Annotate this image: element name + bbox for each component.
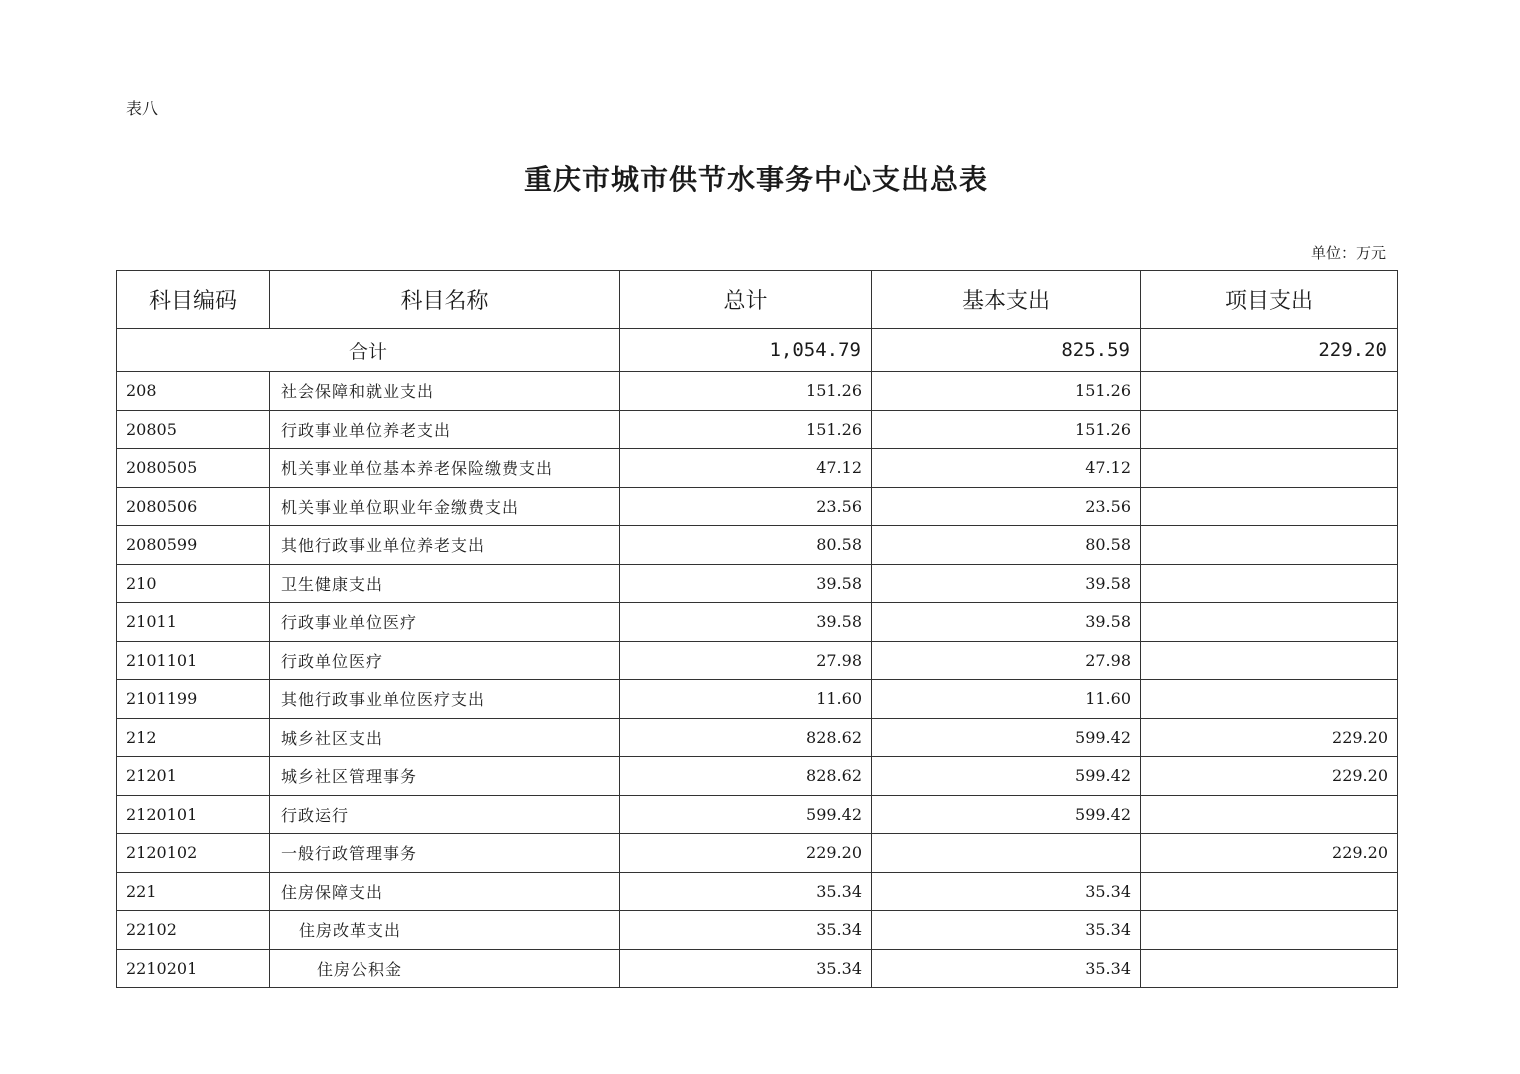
project-cell [1141,487,1398,526]
total-cell: 23.56 [620,487,872,526]
expense-summary-table [116,270,1398,988]
total-cell: 47.12 [620,449,872,488]
basic-cell: 39.58 [872,564,1141,603]
basic-cell: 599.42 [872,795,1141,834]
table-row [117,449,1398,488]
code-cell: 2080506 [117,487,270,526]
total-basic-cell: 825.59 [872,329,1141,372]
total-cell: 35.34 [620,949,872,988]
code-cell: 2080599 [117,526,270,565]
project-cell [1141,449,1398,488]
project-cell [1141,949,1398,988]
code-cell: 20805 [117,410,270,449]
name-cell: 住房保障支出 [270,872,620,911]
total-cell: 151.26 [620,372,872,411]
total-sum-cell: 1,054.79 [620,329,872,372]
code-cell: 21201 [117,757,270,796]
table-row [117,872,1398,911]
column-header-basic: 基本支出 [872,271,1141,329]
total-label: 合计 [117,329,620,372]
project-cell [1141,872,1398,911]
code-cell: 2210201 [117,949,270,988]
project-cell: 229.20 [1141,834,1398,873]
basic-cell: 151.26 [872,410,1141,449]
name-cell: 城乡社区管理事务 [270,757,620,796]
table-row [117,641,1398,680]
column-header-total: 总计 [620,271,872,329]
project-cell: 229.20 [1141,718,1398,757]
column-header-name: 科目名称 [270,271,620,329]
table-row [117,834,1398,873]
project-cell [1141,680,1398,719]
table-row [117,757,1398,796]
project-cell [1141,410,1398,449]
code-cell: 2101101 [117,641,270,680]
basic-cell: 35.34 [872,872,1141,911]
table-row [117,487,1398,526]
name-cell: 行政单位医疗 [270,641,620,680]
code-cell: 2120101 [117,795,270,834]
project-cell [1141,641,1398,680]
table-row [117,410,1398,449]
code-cell: 2080505 [117,449,270,488]
total-cell: 80.58 [620,526,872,565]
name-cell: 卫生健康支出 [270,564,620,603]
basic-cell: 39.58 [872,603,1141,642]
table-number-label: 表八 [126,99,159,118]
name-cell: 城乡社区支出 [270,718,620,757]
name-cell: 行政事业单位养老支出 [270,410,620,449]
total-cell: 151.26 [620,410,872,449]
basic-cell: 35.34 [872,911,1141,950]
basic-cell: 80.58 [872,526,1141,565]
project-cell [1141,564,1398,603]
total-cell: 11.60 [620,680,872,719]
code-cell: 22102 [117,911,270,950]
basic-cell [872,834,1141,873]
table-row [117,564,1398,603]
project-cell [1141,911,1398,950]
code-cell: 2101199 [117,680,270,719]
code-cell: 2120102 [117,834,270,873]
name-cell: 行政运行 [270,795,620,834]
table-row [117,911,1398,950]
basic-cell: 47.12 [872,449,1141,488]
table-row [117,603,1398,642]
basic-cell: 11.60 [872,680,1141,719]
table-row [117,795,1398,834]
project-cell: 229.20 [1141,757,1398,796]
project-cell [1141,372,1398,411]
code-cell: 208 [117,372,270,411]
total-cell: 39.58 [620,564,872,603]
name-cell: 社会保障和就业支出 [270,372,620,411]
name-cell: 一般行政管理事务 [270,834,620,873]
total-cell: 27.98 [620,641,872,680]
basic-cell: 27.98 [872,641,1141,680]
table-row [117,680,1398,719]
table-row [117,526,1398,565]
basic-cell: 23.56 [872,487,1141,526]
project-cell [1141,795,1398,834]
column-header-project: 项目支出 [1141,271,1398,329]
total-row [117,329,1398,372]
table-row [117,372,1398,411]
column-header-code: 科目编码 [117,271,270,329]
total-project-cell: 229.20 [1141,329,1398,372]
name-cell: 住房改革支出 [270,911,620,950]
project-cell [1141,603,1398,642]
total-cell: 828.62 [620,757,872,796]
name-cell: 住房公积金 [270,949,620,988]
header-row [117,271,1398,329]
basic-cell: 151.26 [872,372,1141,411]
basic-cell: 599.42 [872,718,1141,757]
code-cell: 221 [117,872,270,911]
table-row [117,949,1398,988]
total-cell: 599.42 [620,795,872,834]
basic-cell: 599.42 [872,757,1141,796]
name-cell: 行政事业单位医疗 [270,603,620,642]
name-cell: 其他行政事业单位养老支出 [270,526,620,565]
name-cell: 机关事业单位基本养老保险缴费支出 [270,449,620,488]
code-cell: 212 [117,718,270,757]
total-cell: 828.62 [620,718,872,757]
total-cell: 35.34 [620,911,872,950]
name-cell: 其他行政事业单位医疗支出 [270,680,620,719]
total-cell: 229.20 [620,834,872,873]
total-cell: 39.58 [620,603,872,642]
project-cell [1141,526,1398,565]
total-cell: 35.34 [620,872,872,911]
code-cell: 210 [117,564,270,603]
code-cell: 21011 [117,603,270,642]
page-title: 重庆市城市供节水事务中心支出总表 [523,163,988,196]
name-cell: 机关事业单位职业年金缴费支出 [270,487,620,526]
basic-cell: 35.34 [872,949,1141,988]
table-row [117,718,1398,757]
unit-label: 单位：万元 [1310,244,1386,262]
